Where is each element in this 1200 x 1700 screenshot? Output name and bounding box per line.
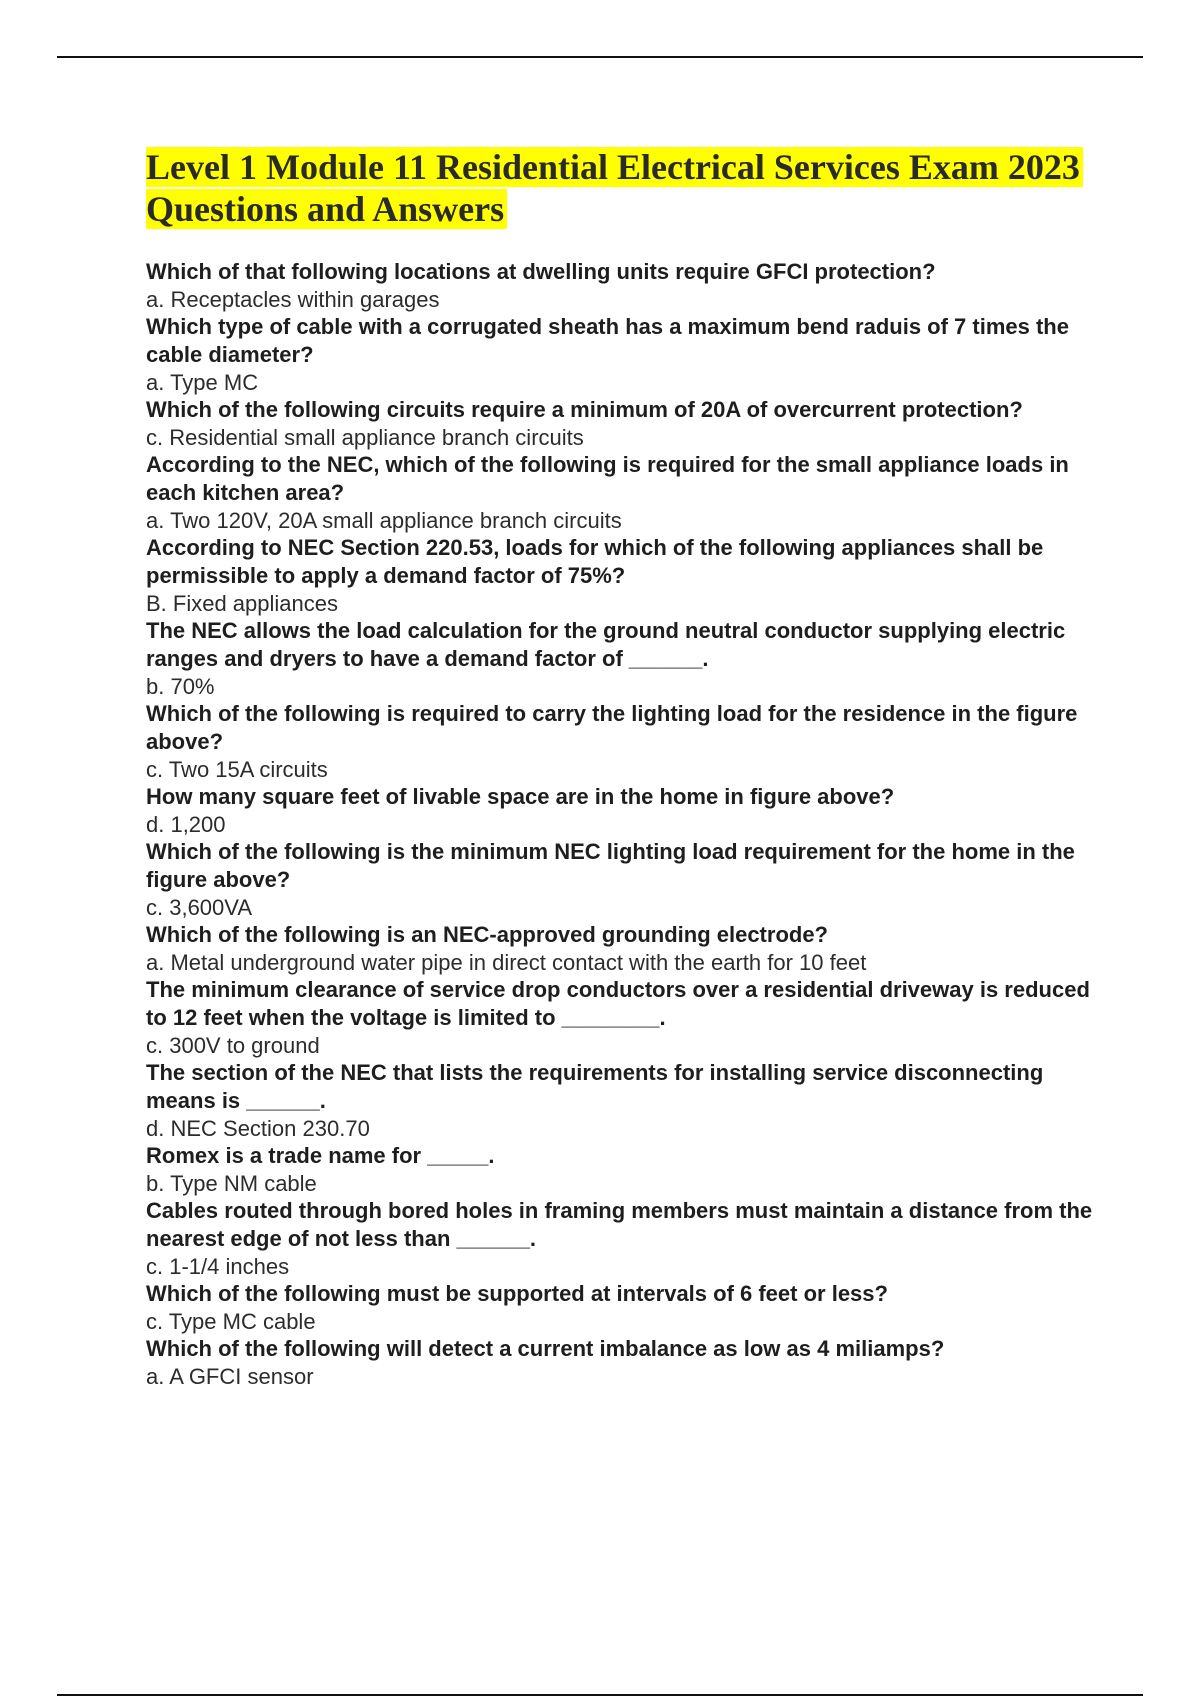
- answer-text: c. Two 15A circuits: [146, 757, 328, 782]
- answer-text: a. Metal underground water pipe in direct contact with the earth for 10 feet: [146, 950, 867, 975]
- qa-item: [146, 617, 1106, 700]
- answer-text: a. A GFCI sensor: [146, 1364, 314, 1389]
- answer-text: c. Residential small appliance branch circuits: [146, 425, 584, 450]
- qa-item: [146, 783, 1106, 838]
- qa-item: [146, 976, 1106, 1059]
- answer-text: b. Type NM cable: [146, 1171, 317, 1196]
- qa-item: [146, 838, 1106, 921]
- qa-item: [146, 396, 1106, 451]
- answer-text: a. Type MC: [146, 370, 259, 395]
- question-text: Which of the following will detect a current imbalance as low as 4 miliamps?: [146, 1336, 945, 1361]
- answer-text: c. Type MC cable: [146, 1309, 316, 1334]
- qa-item: [146, 534, 1106, 617]
- question-text: Which of the following is required to carry the lighting load for the residence in the figure above?: [146, 701, 1078, 754]
- qa-item: [146, 313, 1106, 396]
- answer-text: a. Receptacles within garages: [146, 287, 440, 312]
- document-title: [146, 146, 1106, 230]
- question-text: How many square feet of livable space are in the home in figure above?: [146, 784, 895, 809]
- answer-text: c. 300V to ground: [146, 1033, 320, 1058]
- qa-item: [146, 1280, 1106, 1335]
- question-text: Romex is a trade name for _____.: [146, 1143, 495, 1168]
- answer-text: a. Two 120V, 20A small appliance branch circuits: [146, 508, 622, 533]
- question-text: The section of the NEC that lists the requirements for installing service disconnecting means is ______.: [146, 1060, 1044, 1113]
- document-body: [146, 146, 1106, 1390]
- question-text: Which of the following is an NEC-approved grounding electrode?: [146, 922, 828, 947]
- qa-item: [146, 1197, 1106, 1280]
- question-text: The NEC allows the load calculation for the ground neutral conductor supplying electric ranges and dryers to have a demand factor of ______.: [146, 618, 1066, 671]
- answer-text: c. 1-1/4 inches: [146, 1254, 290, 1279]
- question-text: The minimum clearance of service drop conductors over a residential driveway is reduced to 12 feet when the voltage is limited to ________.: [146, 977, 1090, 1030]
- question-text: According to the NEC, which of the following is required for the small appliance loads in each kitchen area?: [146, 452, 1069, 505]
- bottom-rule: [57, 1694, 1143, 1696]
- top-rule: [57, 56, 1143, 58]
- answer-text: c. 3,600VA: [146, 895, 252, 920]
- document-title-text: Level 1 Module 11 Residential Electrical Services Exam 2023 Questions and Answers: [146, 147, 1083, 229]
- answer-text: b. 70%: [146, 674, 215, 699]
- qa-item: [146, 1142, 1106, 1197]
- question-text: Which of that following locations at dwelling units require GFCI protection?: [146, 259, 936, 284]
- qa-item: [146, 1335, 1106, 1390]
- qa-item: [146, 921, 1106, 976]
- question-text: Which of the following circuits require a minimum of 20A of overcurrent protection?: [146, 397, 1023, 422]
- qa-item: [146, 451, 1106, 534]
- answer-text: d. NEC Section 230.70: [146, 1116, 370, 1141]
- question-text: Which of the following must be supported at intervals of 6 feet or less?: [146, 1281, 888, 1306]
- qa-list: [146, 258, 1106, 1390]
- question-text: Which of the following is the minimum NEC lighting load requirement for the home in the figure above?: [146, 839, 1075, 892]
- qa-item: [146, 700, 1106, 783]
- qa-item: [146, 1059, 1106, 1142]
- qa-item: [146, 258, 1106, 313]
- answer-text: d. 1,200: [146, 812, 226, 837]
- question-text: Which type of cable with a corrugated sheath has a maximum bend raduis of 7 times the cable diameter?: [146, 314, 1069, 367]
- question-text: Cables routed through bored holes in framing members must maintain a distance from the nearest edge of not less than ______.: [146, 1198, 1093, 1251]
- answer-text: B. Fixed appliances: [146, 591, 338, 616]
- question-text: According to NEC Section 220.53, loads for which of the following appliances shall be permissible to apply a demand factor of 75%?: [146, 535, 1044, 588]
